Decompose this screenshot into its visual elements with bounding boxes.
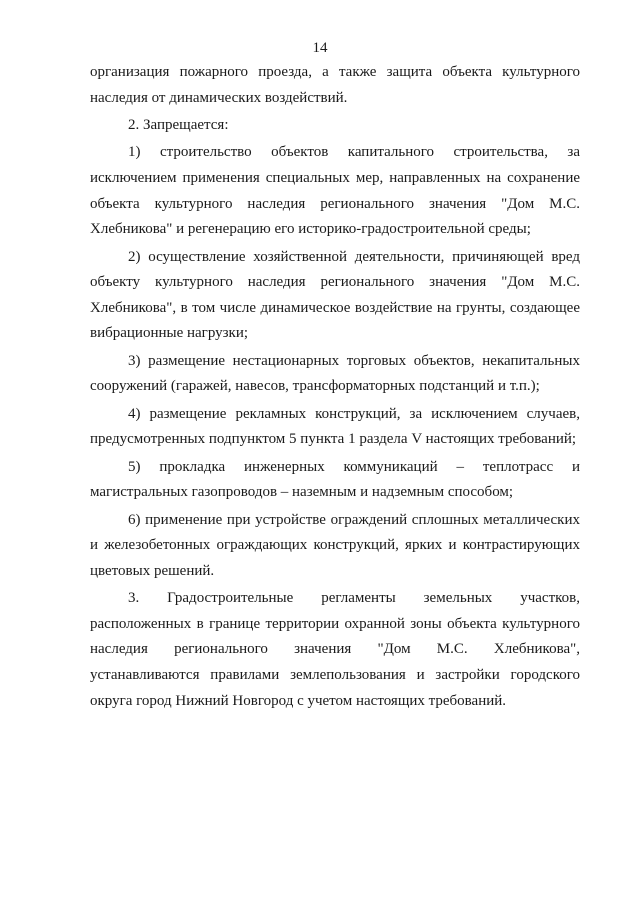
paragraph-urban-planning-regulations: 3. Градостроительные регламенты земельных участков, расположенных в границе территории охранной зоны объекта культурного наследия регионального значения "Дом М.С. Хлебникова", устанавливаются правилами землепользования и застройки городского округа город Нижний Новгород с учетом настоящих требований. (90, 590, 580, 709)
document-body (90, 60, 580, 716)
paragraph-prohibited-heading: 2. Запрещается: (128, 116, 229, 133)
paragraph-item-4-advertising: 4) размещение рекламных конструкций, за исключением случаев, предусмотренных подпунктом 5 пункта 1 раздела V настоящих требований; (90, 405, 580, 448)
page-number: 14 (312, 40, 328, 56)
paragraph-item-2-economic-activity: 2) осуществление хозяйственной деятельности, причиняющей вред объекту культурного наследия регионального значения "Дом М.С. Хлебникова", в том числе динамическое воздействие на грунты, создающее вибрационные нагрузки; (90, 248, 580, 342)
paragraph-item-6-fences: 6) применение при устройстве ограждений сплошных металлических и железобетонных ограждающих конструкций, ярких и контрастирующих цветовых решений. (90, 511, 580, 579)
paragraph-item-3-non-stationary-objects: 3) размещение нестационарных торговых объектов, некапитальных сооружений (гаражей, навесов, трансформаторных подстанций и т.п.); (90, 352, 580, 395)
paragraph-fire-passage-continuation: организация пожарного проезда, а также защита объекта культурного наследия от динамических воздействий. (90, 64, 580, 106)
paragraph-item-5-utilities: 5) прокладка инженерных коммуникаций – теплотрасс и магистральных газопроводов – наземным и надземным способом; (90, 458, 580, 501)
paragraph-item-1-construction: 1) строительство объектов капитального строительства, за исключением применения специальных мер, направленных на сохранение объекта культурного наследия регионального значения "Дом М.С. Хлебникова" и регенерацию его историко-градостроительной среды; (90, 144, 580, 238)
